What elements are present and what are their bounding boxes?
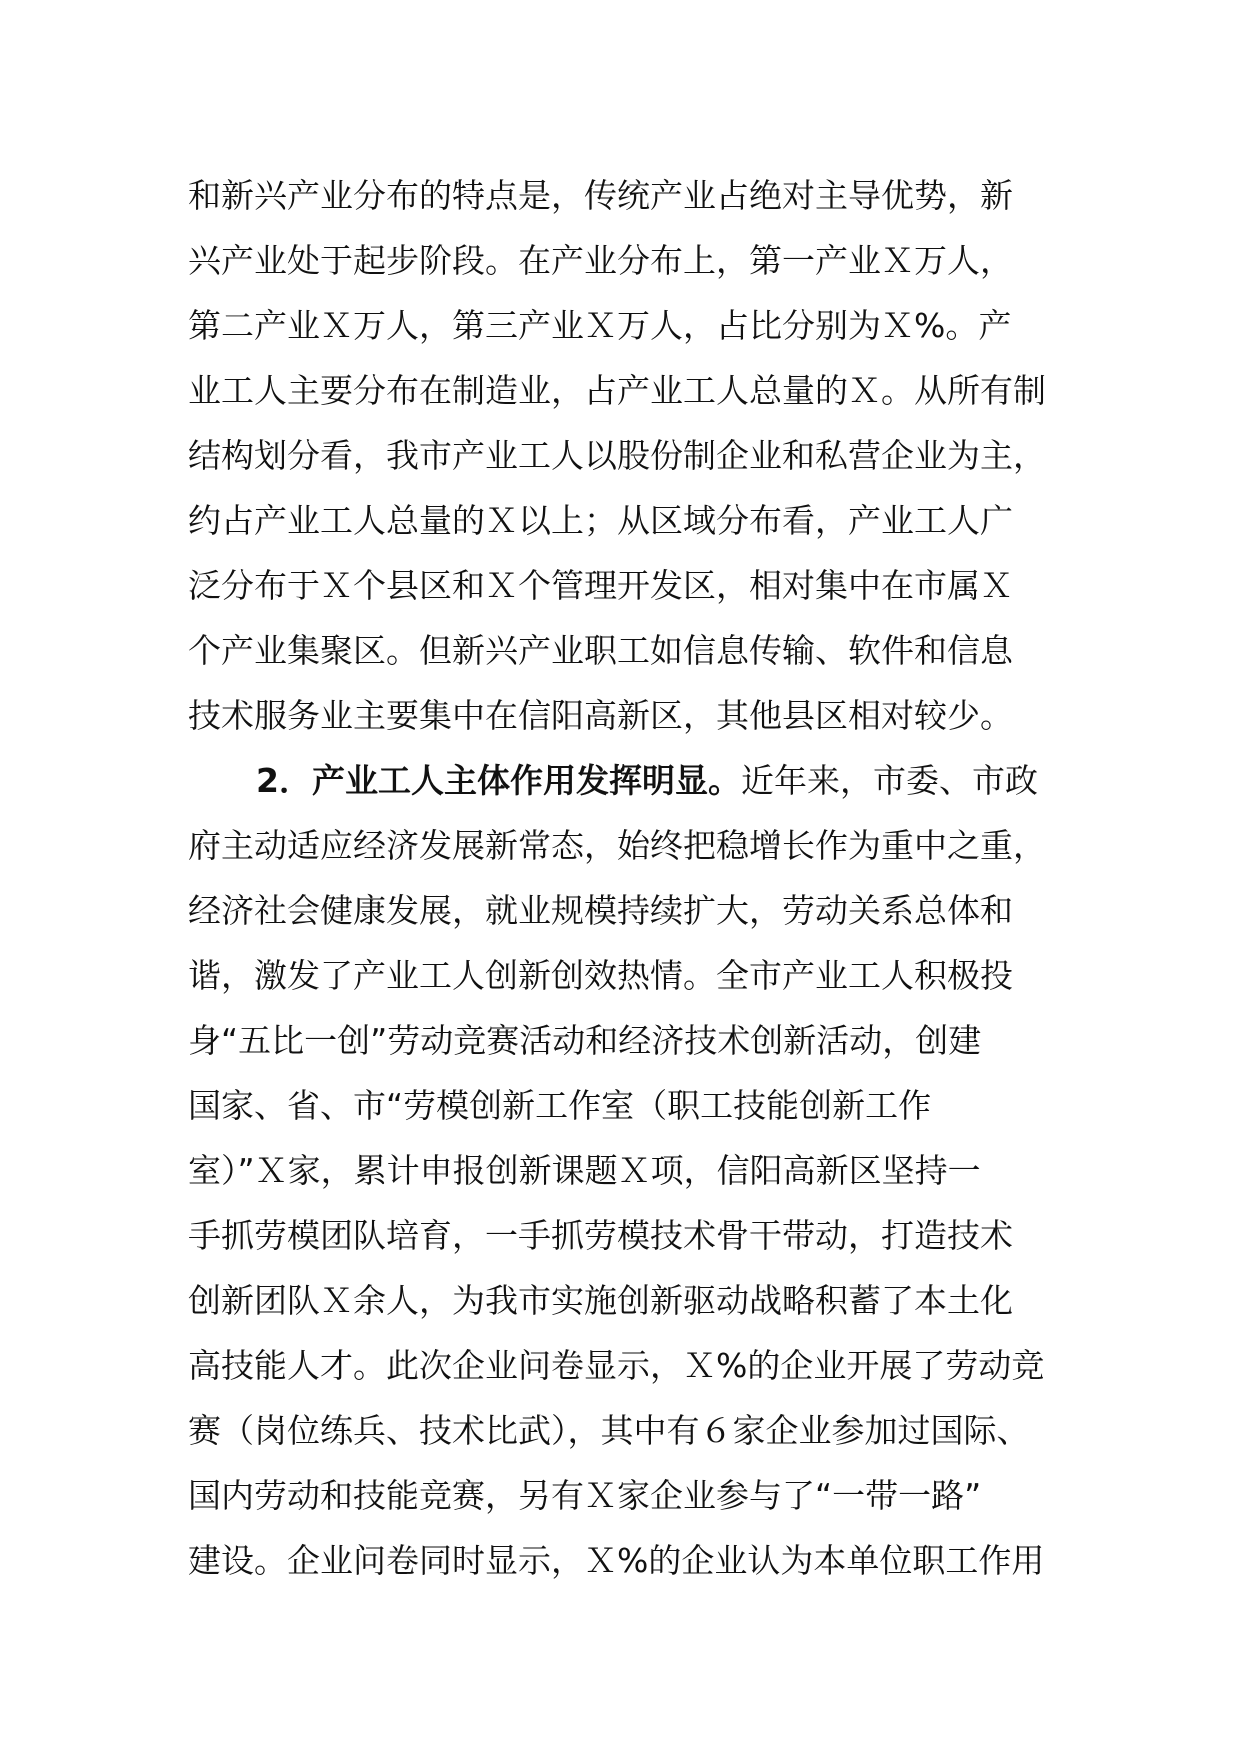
text-line: 业工人主要分布在制造业，占产业工人总量的Ｘ。从所有制 [188, 371, 1046, 410]
text-line: 国家、省、市“劳模创新工作室（职工技能创新工作 [188, 1086, 932, 1125]
text-line: 赛（岗位练兵、技术比武），其中有６家企业参加过国际、 [188, 1411, 1030, 1450]
section-heading-line [188, 748, 1068, 813]
text-line: 身“五比一创”劳动竞赛活动和经济技术创新活动，创建 [188, 1021, 982, 1060]
text-line: 高技能人才。此次企业问卷显示，Ｘ%的企业开展了劳动竞 [188, 1346, 1045, 1385]
text-line: 手抓劳模团队培育，一手抓劳模技术骨干带动，打造技术 [188, 1216, 1013, 1255]
text-line: 约占产业工人总量的Ｘ以上；从区域分布看，产业工人广 [188, 501, 1013, 540]
text-line: 技术服务业主要集中在信阳高新区，其他县区相对较少。 [188, 696, 1013, 735]
text-line: 泛分布于Ｘ个县区和Ｘ个管理开发区，相对集中在市属Ｘ [188, 566, 1013, 605]
text-line: 结构划分看，我市产业工人以股份制企业和私营企业为主， [188, 436, 1046, 475]
text-line: 经济社会健康发展，就业规模持续扩大，劳动关系总体和 [188, 891, 1013, 930]
text-line: 谐，激发了产业工人创新创效热情。全市产业工人积极投 [188, 956, 1013, 995]
text-line: 创新团队Ｘ余人，为我市实施创新驱动战略积蓄了本土化 [188, 1281, 1013, 1320]
text-line: 室）”Ｘ家，累计申报创新课题Ｘ项，信阳高新区坚持一 [188, 1151, 981, 1190]
body-text [188, 163, 1068, 1593]
text-line: 个产业集聚区。但新兴产业职工如信息传输、软件和信息 [188, 631, 1013, 670]
text-line: 兴产业处于起步阶段。在产业分布上，第一产业Ｘ万人， [188, 241, 1013, 280]
section-heading: 2．产业工人主体作用发挥明显。 [256, 761, 741, 800]
text-line: 和新兴产业分布的特点是，传统产业占绝对主导优势，新 [188, 176, 1013, 215]
text-line: 建设。企业问卷同时显示，Ｘ%的企业认为本单位职工作用 [188, 1541, 1045, 1580]
text-line: 国内劳动和技能竞赛，另有Ｘ家企业参与了“一带一路” [188, 1476, 982, 1515]
text-line: 府主动适应经济发展新常态，始终把稳增长作为重中之重， [188, 826, 1046, 865]
heading-continuation: 近年来，市委、市政 [740, 761, 1038, 800]
text-line: 第二产业Ｘ万人，第三产业Ｘ万人，占比分别为Ｘ%。产 [188, 306, 1012, 345]
